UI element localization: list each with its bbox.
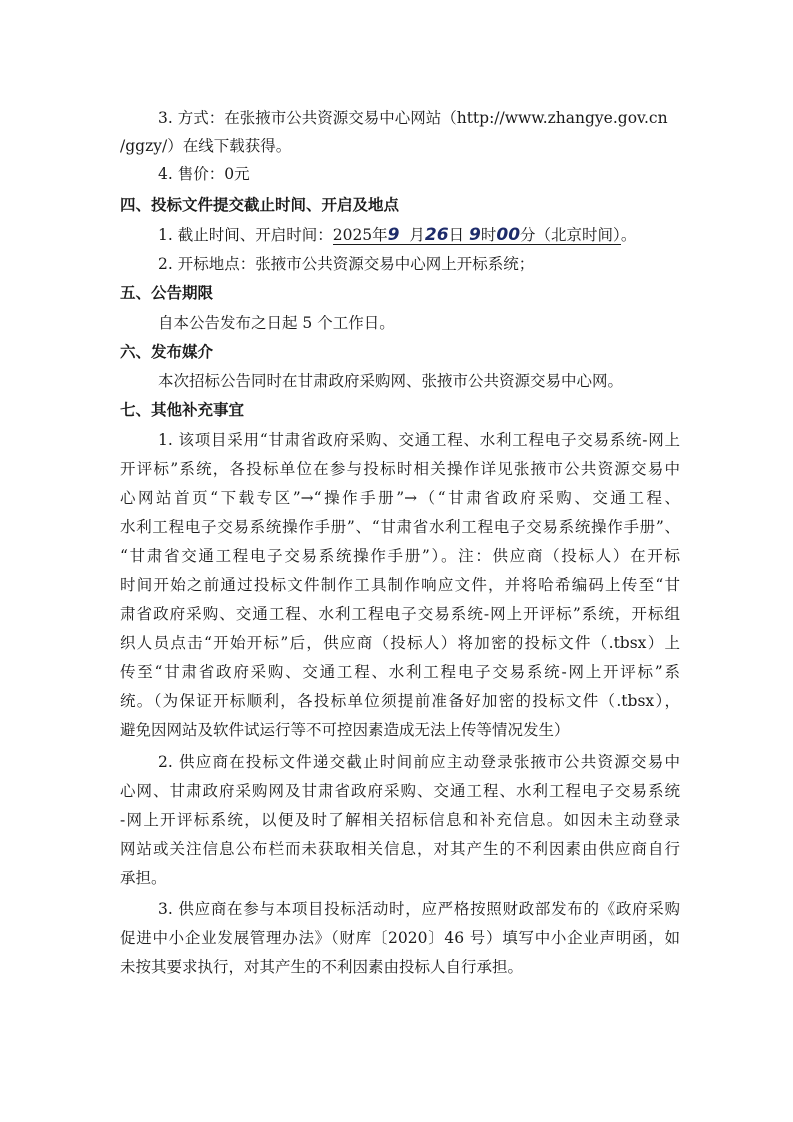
handwritten-minute: 00 <box>496 225 521 245</box>
text-line: 1. 该项目采用“甘肃省政府采购、交通工程、水利工程电子交易系统-网上 <box>158 431 680 449</box>
text-line: “甘肃省交通工程电子交易系统操作手册”）。注：供应商（投标人）在开标 <box>120 547 680 565</box>
text-line: 传至“甘肃省政府采购、交通工程、水利工程电子交易系统-网上开评标”系 <box>120 663 680 681</box>
text-line: 避免因网站及软件试运行等不可控因素造成无法上传等情况发生） <box>120 721 570 739</box>
text-line: -网上开评标系统，以便及时了解相关招标信息和补充信息。如因未主动登录 <box>120 811 680 829</box>
text-line: 2. 开标地点：张掖市公共资源交易中心网上开标系统； <box>158 255 535 273</box>
text-span: 日 <box>448 226 465 244</box>
text-line: 织人员点击“开始开标”后，供应商（投标人）将加密的投标文件（.tbsx）上 <box>120 634 680 652</box>
text-line: 网站或关注信息公布栏而未获取相关信息，对其产生的不利因素由供应商自行 <box>120 840 680 858</box>
text-line: 3. 方式：在张掖市公共资源交易中心网站（http://www.zhangye.gov.cn <box>158 109 668 127</box>
text-line: 开评标”系统，各投标单位在参与投标时相关操作详见张掖市公共资源交易中 <box>120 460 680 478</box>
text-span: 2025年 <box>332 226 388 244</box>
text-line: 统。（为保证开标顺利，各投标单位须提前准备好加密的投标文件（.tbsx）， <box>120 692 680 710</box>
text-span: 1. 截止时间、开启时间： <box>158 226 333 244</box>
text-line: 2. 供应商在投标文件递交截止时间前应主动登录张掖市公共资源交易中 <box>158 753 680 771</box>
text-span: 月 <box>409 226 425 244</box>
handwritten-day: 26 <box>424 225 449 245</box>
text-span: 。 <box>620 226 637 244</box>
text-line: 未按其要求执行，对其产生的不利因素由投标人自行承担。 <box>120 958 524 976</box>
text-line: 促进中小企业发展管理办法》（财库〔2020〕46 号）填写中小企业声明函，如 <box>120 929 680 947</box>
text-line: 心网站首页“下载专区”→“操作手册”→（“甘肃省政府采购、交通工程、 <box>120 489 680 507</box>
text-line: 4. 售价：0元 <box>158 165 250 183</box>
handwritten-hour: 9 <box>469 225 481 245</box>
text-line: 水利工程电子交易系统操作手册”、“甘肃省水利工程电子交易系统操作手册”、 <box>120 518 680 536</box>
section-heading: 四、投标文件提交截止时间、开启及地点 <box>120 196 400 214</box>
deadline-datetime <box>333 226 621 245</box>
text-line: 3. 供应商在参与本项目投标活动时，应严格按照财政部发布的《政府采购 <box>158 900 680 918</box>
text-line: /ggzy/）在线下载获得。 <box>120 137 292 155</box>
section-heading: 七、其他补充事宜 <box>120 401 245 419</box>
text-line: 时间开始之前通过投标文件制作工具制作响应文件，并将哈希编码上传至“甘 <box>120 576 680 594</box>
text-line: 心网、甘肃政府采购网及甘肃省政府采购、交通工程、水利工程电子交易系统 <box>120 782 680 800</box>
text-line: 承担。 <box>120 869 167 887</box>
text-span: 时 <box>480 226 497 244</box>
text-line: 肃省政府采购、交通工程、水利工程电子交易系统-网上开评标”系统，开标组 <box>120 605 680 623</box>
deadline-line <box>158 225 718 245</box>
handwritten-month: 9 <box>387 225 400 245</box>
text-line: 本次招标公告同时在甘肃政府采购网、张掖市公共资源交易中心网。 <box>158 372 624 390</box>
text-span: 分（北京时间） <box>520 226 621 244</box>
section-heading: 五、公告期限 <box>120 284 214 302</box>
text-line: 自本公告发布之日起 5 个工作日。 <box>158 314 395 332</box>
section-heading: 六、发布媒介 <box>120 343 214 361</box>
